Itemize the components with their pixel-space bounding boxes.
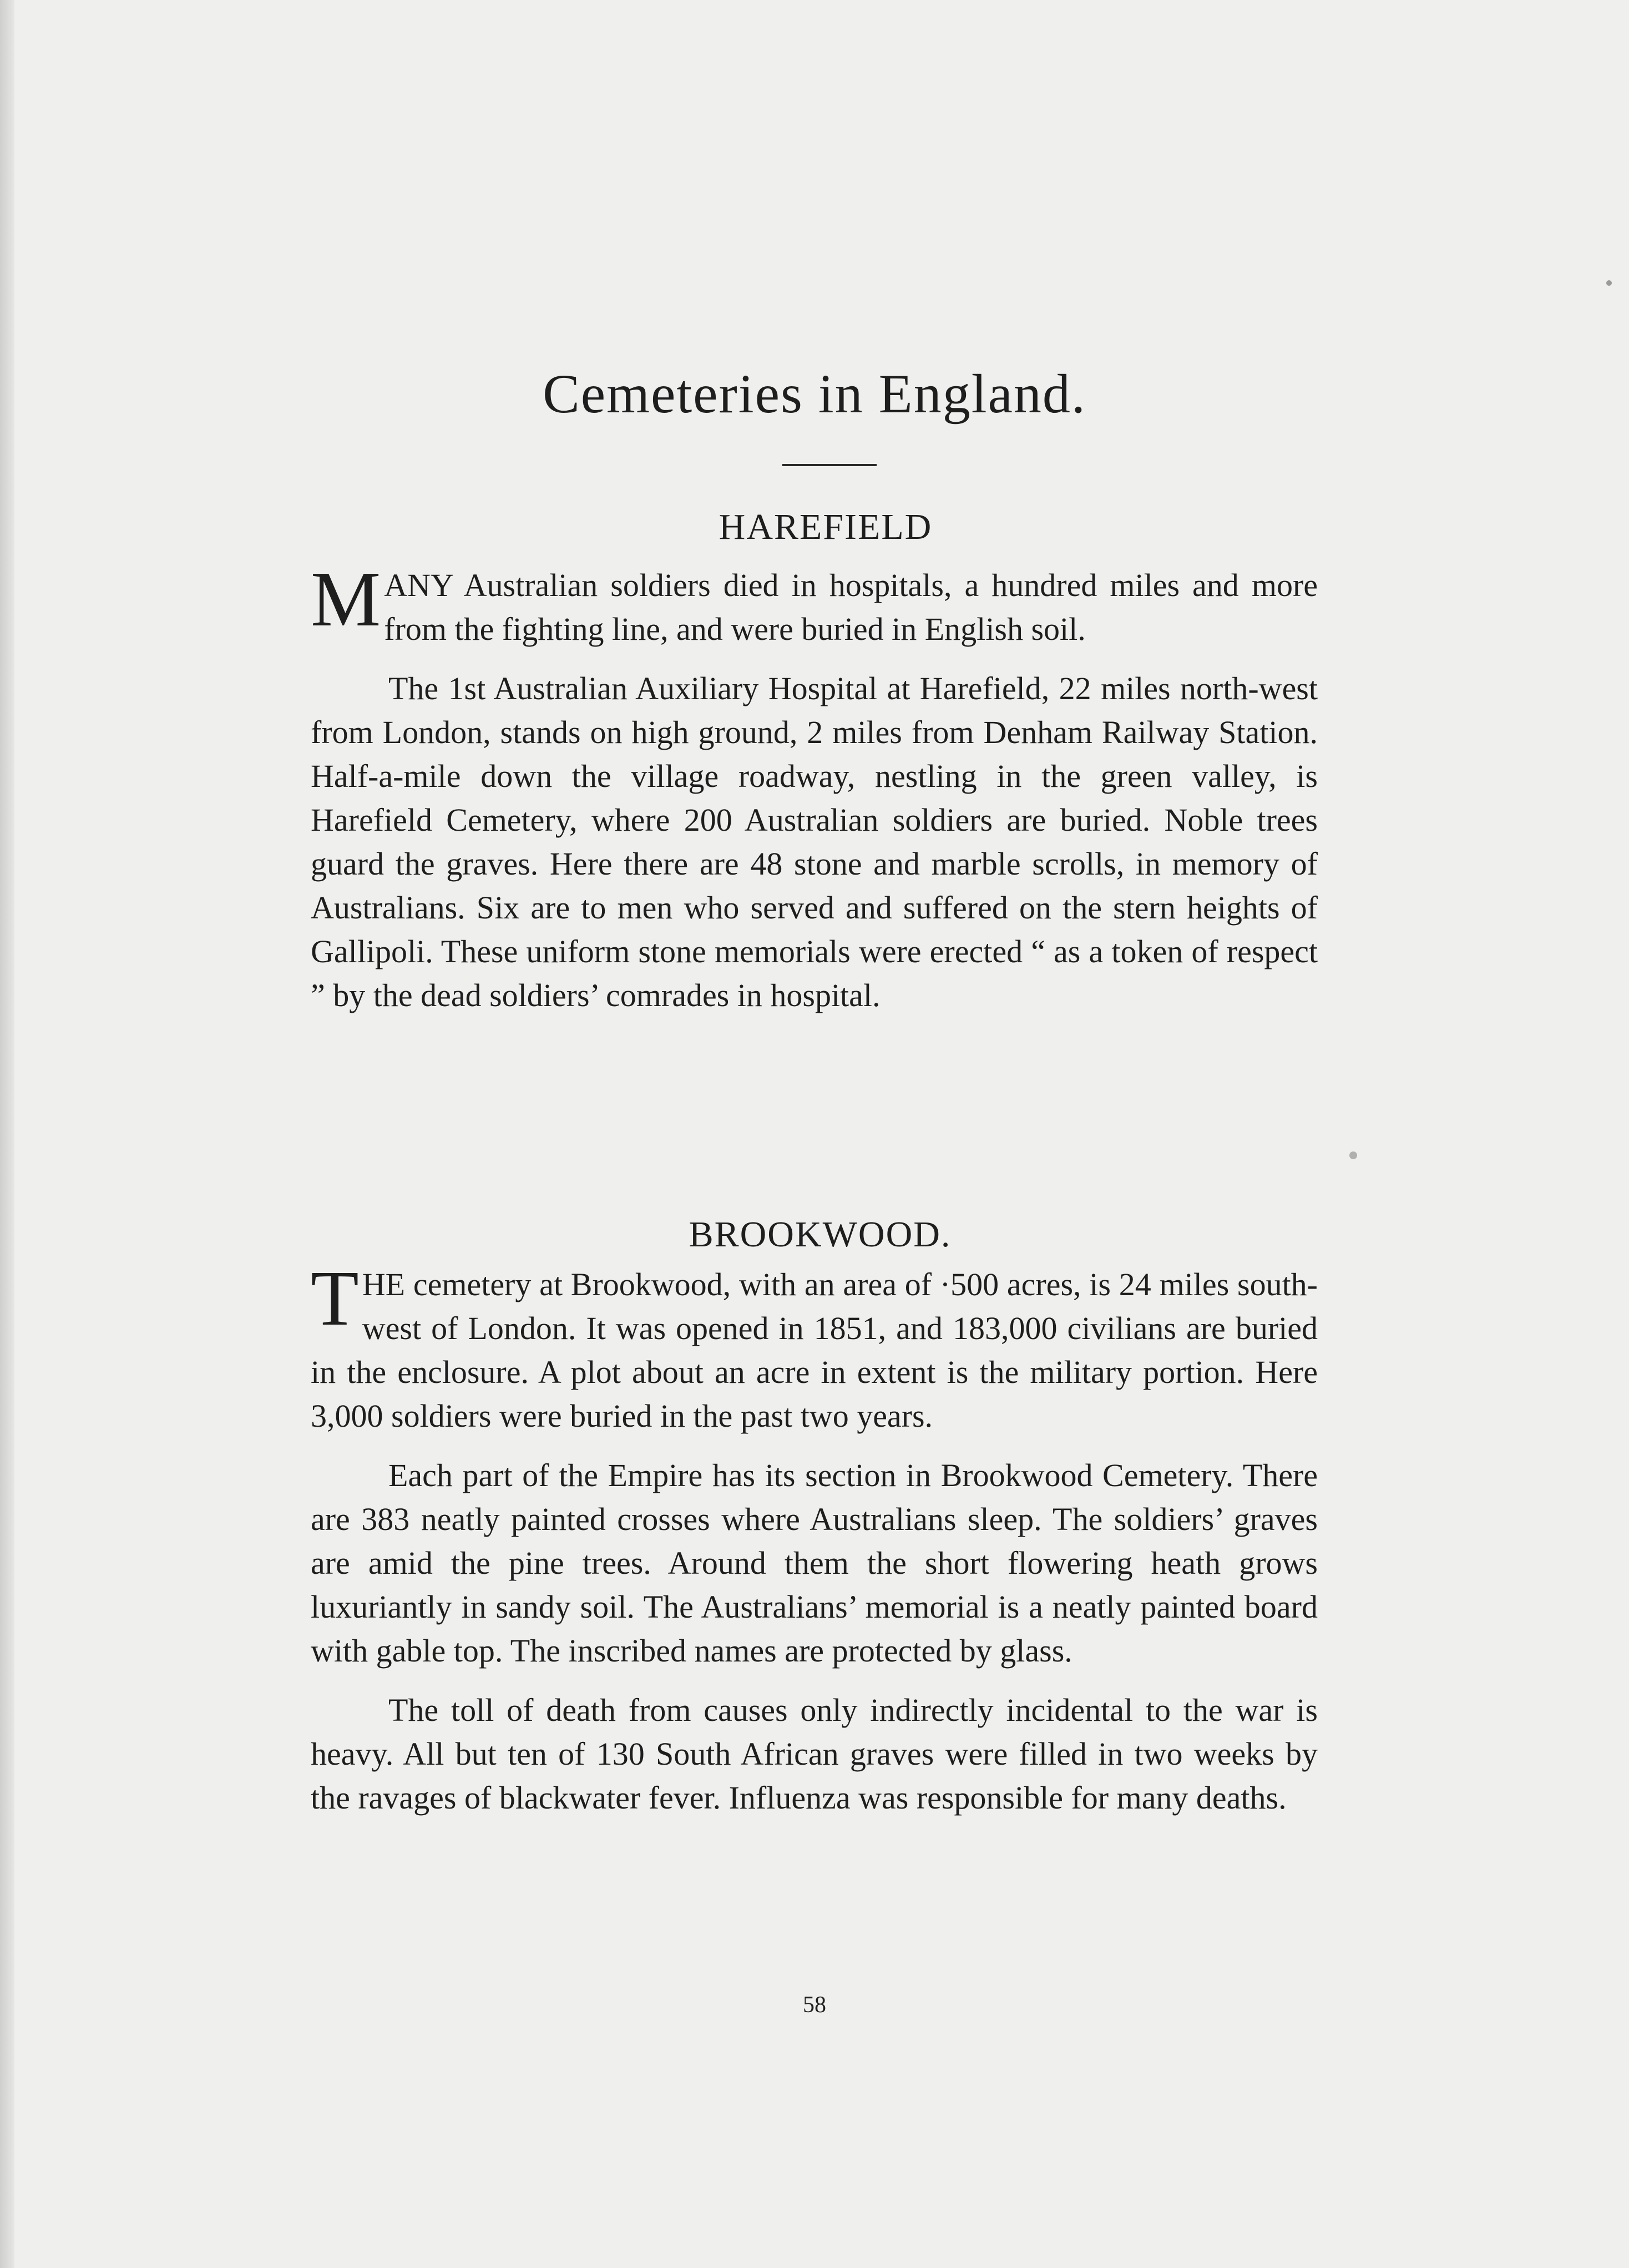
section-brookwood: [311, 1254, 1318, 1835]
drop-cap: M: [311, 555, 381, 643]
page-binding-edge: [0, 0, 14, 2268]
paragraph: [311, 1254, 1318, 1438]
page-title: Cemeteries in England.: [543, 363, 1086, 425]
section-heading-harefield: HAREFIELD: [719, 507, 933, 547]
title-divider: [782, 464, 877, 466]
page-number: 58: [803, 1992, 826, 2018]
paragraph: The toll of death from causes only indirectly incidental to the war is heavy. All but ten of 130 South African graves were filled in two weeks by the ravages of blackwater fever. Influenza was responsible for many deaths.: [311, 1692, 1318, 1816]
lead-small-caps: ANY: [384, 567, 453, 603]
lead-small-caps: HE: [362, 1266, 406, 1302]
drop-cap: T: [311, 1254, 359, 1342]
section-heading-brookwood: BROOKWOOD.: [689, 1214, 952, 1255]
paper-speck: [1349, 1151, 1357, 1159]
paragraph: The 1st Australian Auxiliary Hospital at Harefield, 22 miles north-west from London, stands on high ground, 2 miles from Denham Railway Station. Half-a-mile down the village roadway, nestling in the green valley, is Harefield Cemetery, where 200 Australian soldiers are buried. Noble trees guard the graves. Here there are 48 stone and marble scrolls, in memory of Australians. Six are to men who served and suffered on the stern heights of Gallipoli. These uniform stone memorials were erected “ as a token of respect ” by the dead soldiers’ comrades in hospital.: [311, 670, 1318, 1013]
section-harefield: [311, 555, 1318, 1033]
paragraph: Each part of the Empire has its section in Brookwood Cemetery. There are 383 neatly painted crosses where Australians sleep. The soldiers’ graves are amid the pine trees. Around them the short flowering heath grows luxuriantly in sandy soil. The Australians’ memorial is a neatly painted board with gable top. The inscribed names are protected by glass.: [311, 1457, 1318, 1669]
paragraph-text: cemetery at Brookwood, with an area of ·500 acres, is 24 miles south-west of London. It was opened in 1851, and 183,000 civilians are buried in the enclosure. A plot about an acre in extent is the military portion. Here 3,000 soldiers were buried in the past two years.: [311, 1266, 1318, 1434]
paper-speck: [1606, 280, 1612, 286]
paragraph-text: Australian soldiers died in hospitals, a hundred miles and more from the fighting line, and were buried in English soil.: [384, 567, 1318, 647]
paragraph: [311, 555, 1318, 651]
